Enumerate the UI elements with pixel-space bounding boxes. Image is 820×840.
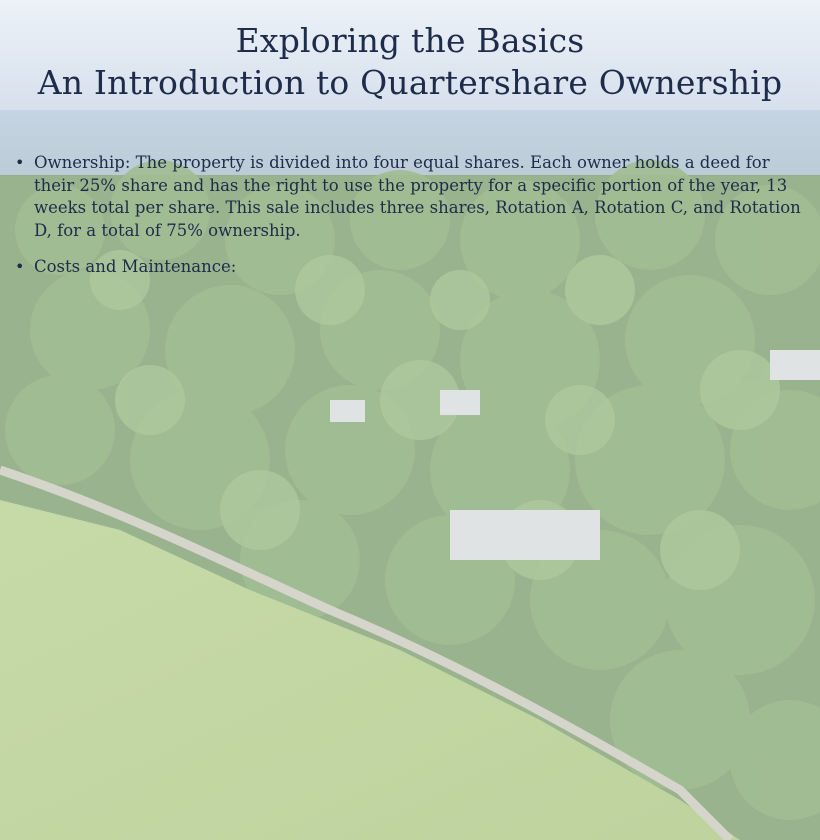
- bullet-list: [14, 152, 814, 279]
- bullet-text: Costs and Maintenance:: [34, 257, 237, 276]
- content-area: [14, 152, 814, 293]
- page-title: [0, 20, 820, 104]
- bullet-item-costs: [14, 256, 814, 279]
- title-line-2: An Introduction to Quartershare Ownership: [37, 63, 783, 102]
- bullet-dot-icon: •: [15, 153, 25, 172]
- title-line-1: Exploring the Basics: [235, 21, 585, 60]
- bullet-text: Ownership: The property is divided into four equal shares. Each owner holds a deed for their 25% share and has the right to use the property for a specific portion of the year, 13 weeks total per share. This sale includes three shares, Rotation A, Rotation C, and Rotation D, for a total of 75% ownership.: [34, 153, 801, 240]
- bullet-item-ownership: [14, 152, 814, 242]
- bullet-dot-icon: •: [15, 257, 25, 276]
